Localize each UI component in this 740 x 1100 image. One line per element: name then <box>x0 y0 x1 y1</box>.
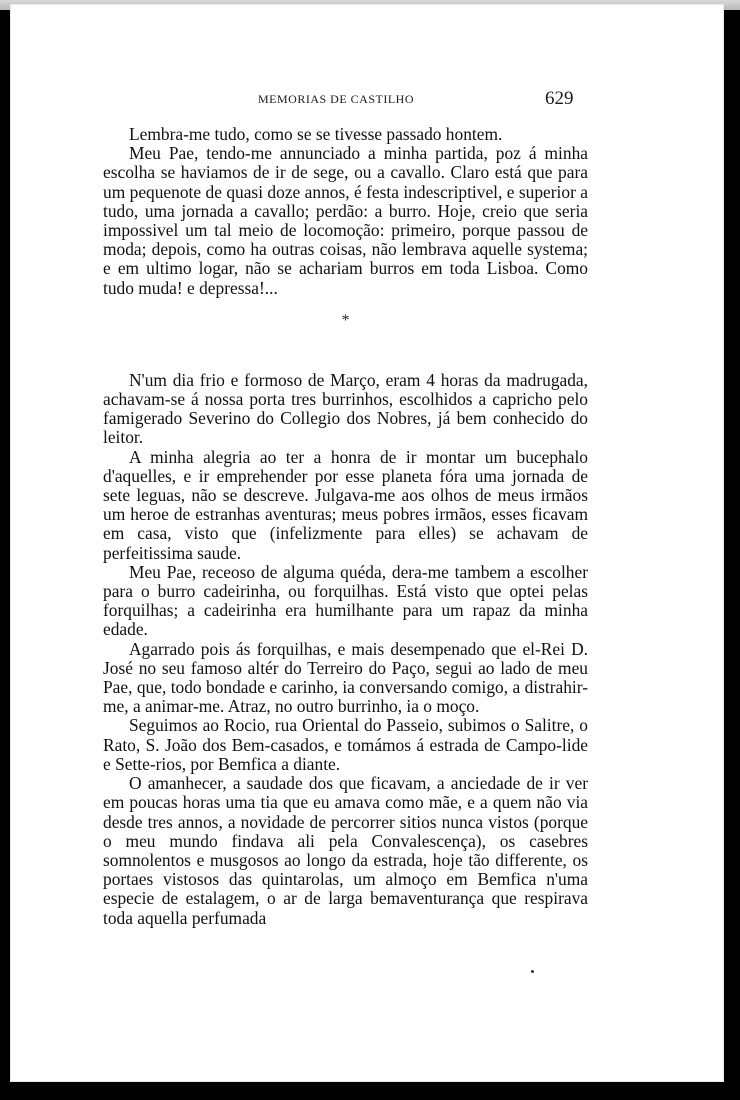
running-title: MEMORIAS DE CASTILHO <box>258 92 415 106</box>
paper-speck <box>531 970 534 973</box>
paragraph: Meu Pae, receoso de alguma quéda, dera-me tambem a escolher para o burro cadeirinha, ou forquilhas. Está visto que optei pelas forquilhas; a cadeirinha era humilhante para um rapaz da minha edade. <box>103 561 588 640</box>
paragraph: A minha alegria ao ter a honra de ir montar um bucephalo d'aquelles, e ir emprehender por esse planeta fóra uma jornada de sete leguas, não se descreve. Julgava-me aos olhos de meus irmãos um heroe de estranhas aventuras; meus pobres irmãos, esses ficavam em casa, visto que (infelizmente para elles) se achavam de perfeitissima saude. <box>103 446 588 563</box>
body-text <box>103 125 588 928</box>
paragraph: Agarrado pois ás forquilhas, e mais desempenado que el-Rei D. José no seu famoso altér do Terreiro do Paço, segui ao lado de meu Pae, que, todo bondade e carinho, ia conversando comigo, a distrahir-me, a animar-me. Atraz, no outro burrinho, ia o moço. <box>103 638 588 717</box>
paragraph: Meu Pae, tendo-me annunciado a minha partida, poz á minha escolha se haviamos de ir de sege, ou a cavallo. Claro está que para um pequenote de quasi doze annos, é festa indescriptivel, e superior a tudo, uma jornada a cavallo; perdão: a burro. Hoje, creio que seria impossivel um tal meio de locomoção: primeiro, porque passou de moda; depois, como ha outras coisas, não lembrava aquelle systema; e em ultimo logar, não se achariam burros em toda Lisboa. Como tudo muda! e depressa!... <box>103 143 588 298</box>
page-number: 629 <box>545 88 574 109</box>
paragraph: N'um dia frio e formoso de Março, eram 4 horas da madrugada, achavam-se á nossa porta tres burrinhos, escolhidos a capricho pelo famigerado Severino do Collegio dos Nobres, já bem conhecido do leitor. <box>103 369 588 448</box>
book-page <box>10 4 724 1082</box>
paragraph: Seguimos ao Rocio, rua Oriental do Passeio, subimos o Salitre, o Rato, S. João dos Bem-casados, e tomámos á estrada de Campo-lide e Sette-rios, por Bemfica a diante. <box>103 715 588 774</box>
page-header <box>10 90 724 114</box>
section-separator: * <box>341 311 350 329</box>
paragraph: Lembra-me tudo, como se se tivesse passado hontem. <box>129 124 503 144</box>
paragraph: O amanhecer, a saudade dos que ficavam, a anciedade de ir ver em poucas horas uma tia que eu amava como mãe, e a quem não via desde tres annos, a novidade de percorrer sitios nunca vistos (porque o meu mundo findava ali pela Convalescença), os casebres somnolentos e musgosos ao longo da estrada, hoje tão differente, os portaes vistosos das quintarolas, um almoço em Bemfica n'uma especie de estalagem, o ar de larga bemaventurança que respirava toda aquella perfumada <box>103 773 588 928</box>
